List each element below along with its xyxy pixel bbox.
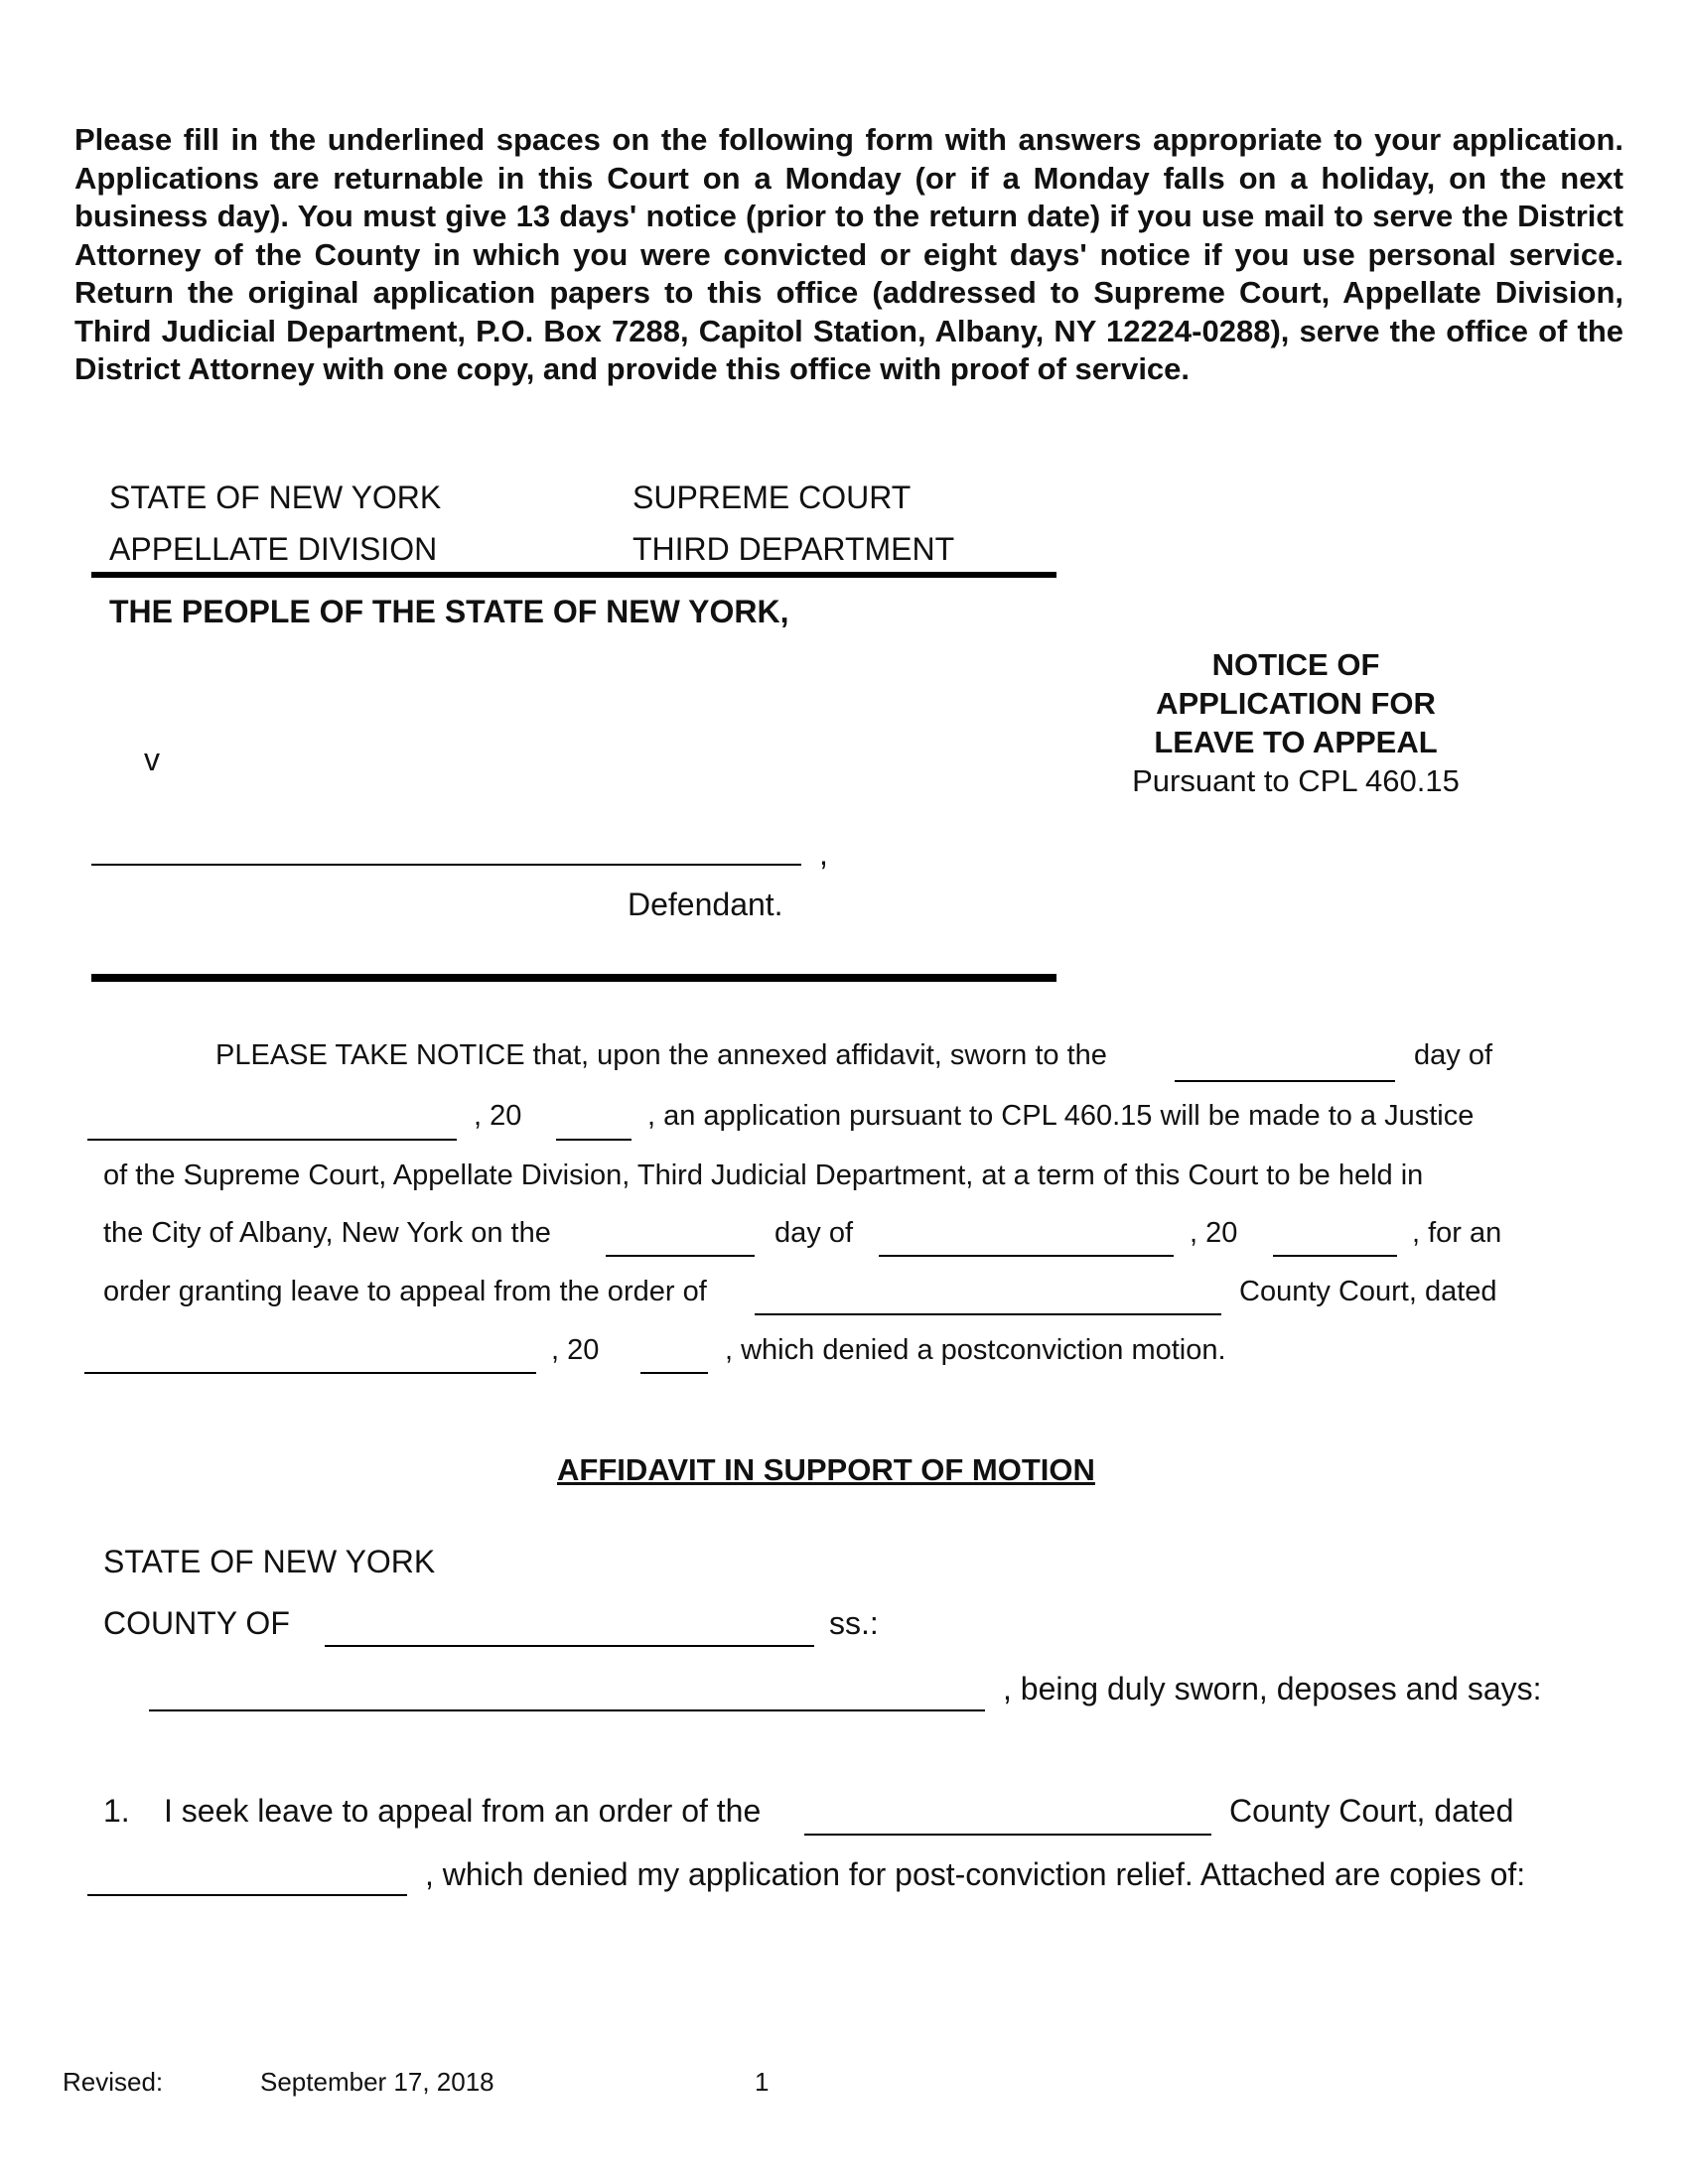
- affidavit-county-court-field[interactable]: [804, 1834, 1211, 1836]
- notice-title-line2: APPLICATION FOR: [1156, 686, 1436, 721]
- caption-department: THIRD DEPARTMENT: [633, 531, 955, 567]
- notice-line3-text: of the Supreme Court, Appellate Division, Third Judicial Department, at a term of this Court to be held in: [103, 1160, 1424, 1191]
- affiant-name-field[interactable]: [149, 1709, 985, 1711]
- defendant-name-field[interactable]: [91, 864, 801, 866]
- caption-versus: v: [144, 742, 160, 777]
- affidavit-ss: ss.:: [829, 1605, 879, 1641]
- footer-revised-label: Revised:: [63, 2067, 164, 2097]
- affidavit-order-date-field[interactable]: [87, 1894, 407, 1896]
- footer-page-number: 1: [755, 2067, 770, 2097]
- notice-line2-text: , an application pursuant to CPL 460.15 will be made to a Justice: [647, 1100, 1475, 1132]
- notice-line4-year-prefix: , 20: [1190, 1217, 1238, 1249]
- affidavit-heading: AFFIDAVIT IN SUPPORT OF MOTION: [557, 1452, 1095, 1487]
- sworn-day-field[interactable]: [1175, 1080, 1395, 1082]
- paragraph1-continued: , which denied my application for post-conviction relief. Attached are copies of:: [425, 1856, 1526, 1892]
- caption-people: THE PEOPLE OF THE STATE OF NEW YORK,: [109, 594, 789, 629]
- caption-bottom-rule: [91, 974, 1056, 982]
- affidavit-sworn-text: , being duly sworn, deposes and says:: [1003, 1671, 1542, 1706]
- paragraph1-number: 1.: [103, 1793, 130, 1829]
- notice-title: [1077, 645, 1514, 800]
- caption-top-rule: [91, 572, 1056, 578]
- notice-title-line1: NOTICE OF: [1211, 647, 1380, 682]
- notice-line2-year-prefix: , 20: [474, 1100, 522, 1132]
- county-court-field[interactable]: [755, 1313, 1221, 1315]
- footer-revised-date: September 17, 2018: [260, 2067, 494, 2097]
- caption-comma: ,: [819, 836, 828, 872]
- affidavit-county-field[interactable]: [325, 1645, 814, 1647]
- notice-line5-text: order granting leave to appeal from the order of: [103, 1276, 707, 1307]
- notice-line6-text: , which denied a postconviction motion.: [725, 1334, 1226, 1366]
- order-date-field[interactable]: [84, 1372, 536, 1374]
- affidavit-state: STATE OF NEW YORK: [103, 1544, 436, 1579]
- caption-court: SUPREME COURT: [633, 479, 912, 515]
- caption-state: STATE OF NEW YORK: [109, 479, 442, 515]
- notice-title-line4: Pursuant to CPL 460.15: [1132, 763, 1460, 798]
- notice-line4-text: the City of Albany, New York on the: [103, 1217, 551, 1249]
- notice-line1-text: PLEASE TAKE NOTICE that, upon the annexed affidavit, sworn to the: [215, 1039, 1107, 1071]
- term-day-field[interactable]: [606, 1255, 755, 1257]
- instructions-paragraph: Please fill in the underlined spaces on the following form with answers appropriate to your application. Applications are returnable in this Court on a Monday (or if a Monday falls on a holiday, on the next business day). You must give 13 days' notice (prior to the return date) if you use mail to serve the District Attorney of the County in which you were convicted or eight days' notice if you use personal service. Return the original application papers to this office (addressed to Supreme Court, Appellate Division, Third Judicial Department, P.O. Box 7288, Capitol Station, Albany, NY 12224-0288), serve the office of the District Attorney with one copy, and provide this office with proof of service.: [74, 122, 1623, 386]
- notice-line4-foran: , for an: [1412, 1217, 1502, 1249]
- notice-title-line3: LEAVE TO APPEAL: [1154, 725, 1438, 759]
- term-year-field[interactable]: [1273, 1255, 1397, 1257]
- paragraph1-text: I seek leave to appeal from an order of the: [164, 1793, 762, 1829]
- term-month-field[interactable]: [879, 1255, 1174, 1257]
- notice-line4-dayof: day of: [774, 1217, 853, 1249]
- order-year-field[interactable]: [640, 1372, 708, 1374]
- notice-line1-dayof: day of: [1414, 1039, 1492, 1071]
- affidavit-county-label: COUNTY OF: [103, 1605, 290, 1641]
- notice-line5-county: County Court, dated: [1239, 1276, 1497, 1307]
- sworn-year-field[interactable]: [556, 1139, 632, 1141]
- notice-line6-year-prefix: , 20: [551, 1334, 600, 1366]
- sworn-month-field[interactable]: [87, 1139, 457, 1141]
- paragraph1-county: County Court, dated: [1229, 1793, 1514, 1829]
- caption-division: APPELLATE DIVISION: [109, 531, 438, 567]
- caption-defendant: Defendant.: [628, 887, 783, 922]
